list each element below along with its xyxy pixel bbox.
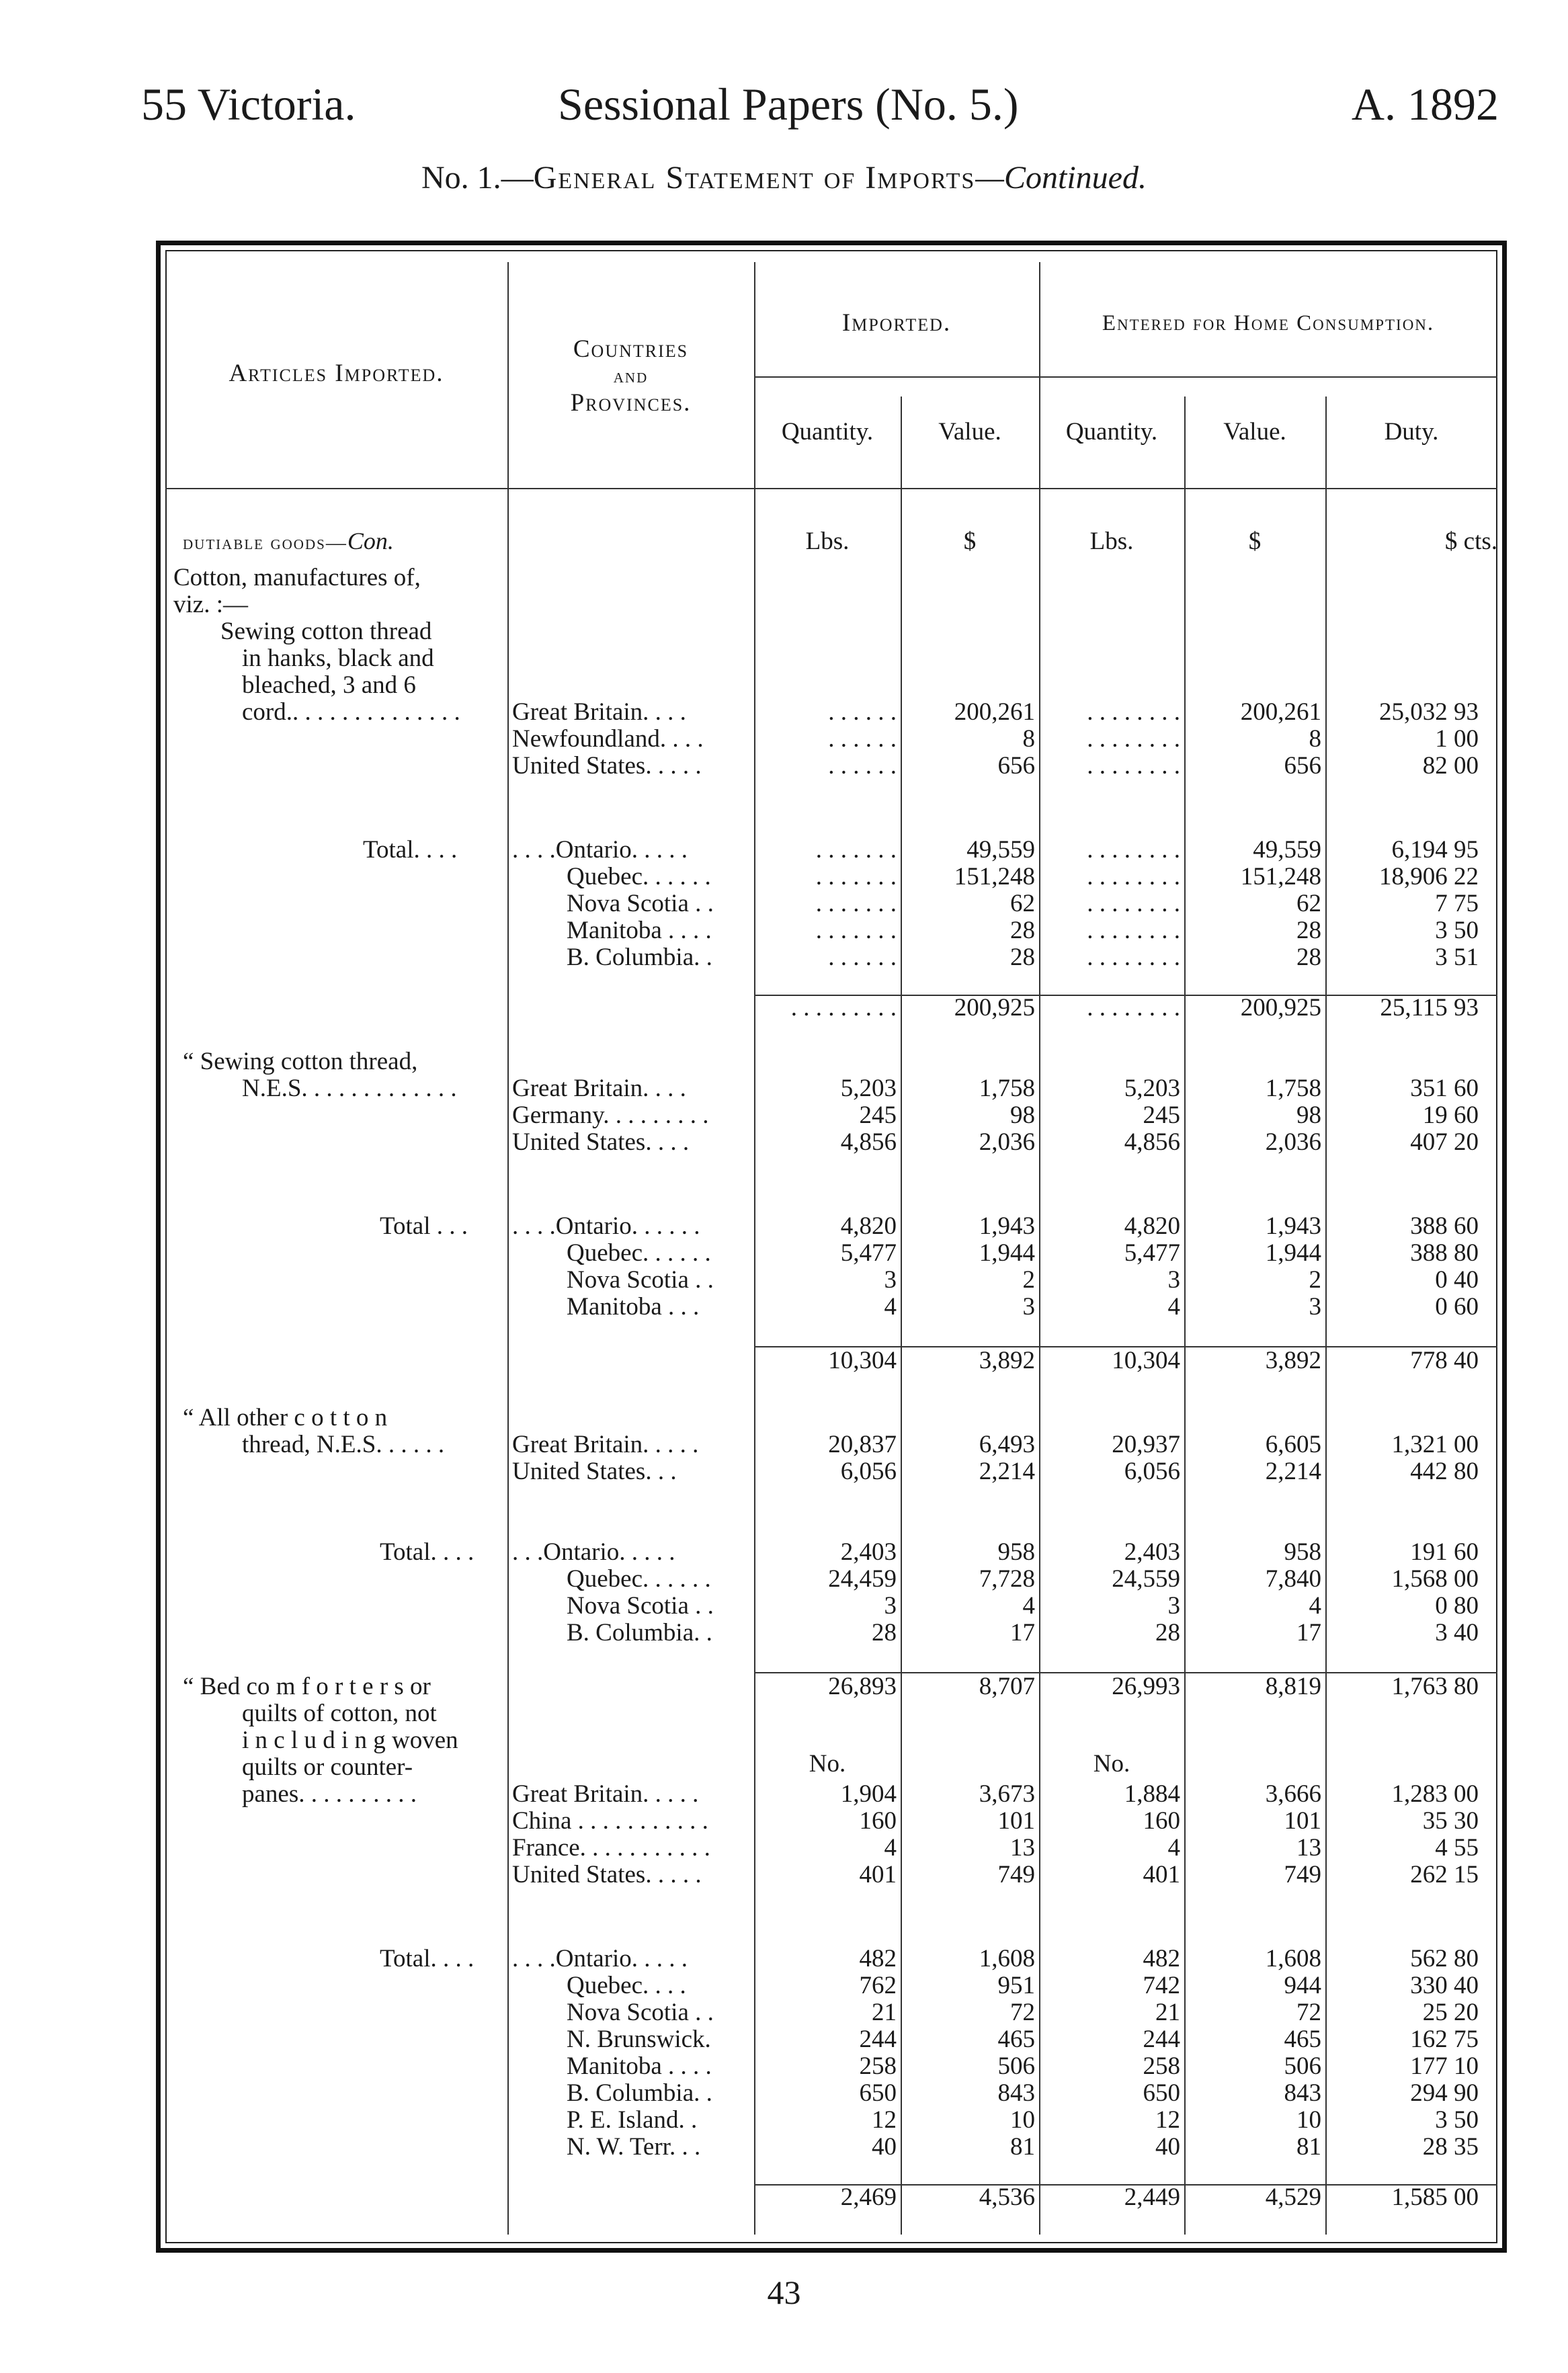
entered-quantity: 24,559 [1112, 1565, 1180, 1593]
imported-quantity: 258 [859, 2052, 897, 2080]
imported-quantity: 5,203 [840, 1075, 897, 1102]
entered-value: 4 [1309, 1592, 1321, 1620]
unit-duty: $ cts. [1444, 528, 1497, 555]
duty-amount: 442 80 [1410, 1458, 1479, 1485]
imported-value: 7,728 [979, 1565, 1035, 1593]
article-text: “ Sewing cotton thread, [183, 1048, 418, 1075]
subtotal-rule [754, 2184, 1497, 2185]
entered-value: 28 [1296, 917, 1321, 944]
entered-quantity: . . . . . . . . [1087, 698, 1180, 726]
duty-amount: 28 35 [1422, 2133, 1479, 2161]
entered-quantity: 5,203 [1124, 1075, 1180, 1102]
imported-quantity: 5,477 [840, 1239, 897, 1267]
imported-value: 951 [997, 1972, 1035, 1999]
entered-quantity: 28 [1155, 1619, 1180, 1647]
imported-quantity: . . . . . . . [815, 836, 897, 864]
article-text: Total. . . . [380, 1538, 474, 1566]
duty-amount: 1,568 00 [1391, 1565, 1479, 1593]
entered-quantity: 12 [1155, 2106, 1180, 2134]
country-name: Manitoba . . . . [567, 917, 712, 944]
imported-value: 28 [1010, 917, 1035, 944]
imported-quantity: 650 [859, 2079, 897, 2107]
entered-quantity: . . . . . . . . [1087, 890, 1180, 917]
country-name: . . . .Ontario. . . . . [512, 836, 688, 864]
imported-value: 6,493 [979, 1431, 1035, 1458]
article-text: “ Bed co m f o r t e r s or [183, 1673, 431, 1700]
imported-value: 10 [1010, 2106, 1035, 2134]
country-name: Great Britain. . . . [512, 1075, 686, 1102]
entered-value: 8 [1309, 725, 1321, 753]
imported-quantity: 244 [859, 2026, 897, 2053]
col-rule-imported [1039, 262, 1040, 2235]
entered-value: 17 [1296, 1619, 1321, 1647]
entered-value: 1,944 [1265, 1239, 1321, 1267]
col-head-imp-quantity: Quantity. [781, 418, 874, 446]
imported-value: 101 [997, 1807, 1035, 1835]
imported-value: 151,248 [954, 863, 1035, 890]
country-name: P. E. Island. . [567, 2106, 698, 2134]
duty-amount: 177 10 [1410, 2052, 1479, 2080]
article-text: Total. . . . [363, 836, 458, 864]
header-year: A. 1892 [1351, 79, 1499, 130]
country-name: Manitoba . . . . [567, 2052, 712, 2080]
duty-amount: 3 50 [1435, 2106, 1479, 2134]
article-text: “ All other c o t t o n [183, 1404, 388, 1431]
duty-amount: 778 40 [1410, 1347, 1479, 1374]
page-number: 43 [767, 2274, 801, 2311]
entered-value: 13 [1296, 1834, 1321, 1862]
entered-quantity: 40 [1155, 2133, 1180, 2161]
entered-value: 1,758 [1265, 1075, 1321, 1102]
imported-value: 749 [997, 1861, 1035, 1888]
entered-quantity: 20,937 [1112, 1431, 1180, 1458]
entered-value: 958 [1284, 1538, 1321, 1566]
imported-quantity: 4 [884, 1293, 897, 1321]
duty-amount: 1 00 [1435, 725, 1479, 753]
imported-quantity: . . . . . . [828, 752, 897, 780]
imported-quantity: 482 [859, 1945, 897, 1972]
imported-quantity: 24,459 [828, 1565, 897, 1593]
entered-quantity: 4 [1167, 1834, 1180, 1862]
unit-ent-qty: Lbs. [1089, 528, 1134, 555]
duty-amount: 82 00 [1422, 752, 1479, 780]
entered-value: 151,248 [1240, 863, 1321, 890]
imported-quantity: 20,837 [828, 1431, 897, 1458]
entered-quantity: 10,304 [1112, 1347, 1180, 1374]
entered-value: 656 [1284, 752, 1321, 780]
imported-value: 2,214 [979, 1458, 1035, 1485]
imported-quantity: 1,904 [840, 1780, 897, 1808]
entered-quantity: . . . . . . . . [1087, 725, 1180, 753]
country-name: United States. . . [512, 1458, 677, 1485]
country-name: Nova Scotia . . [567, 890, 714, 917]
article-text: quilts or counter- [242, 1753, 413, 1781]
col-head-articles: Articles Imported. [229, 360, 444, 387]
imported-value: 13 [1010, 1834, 1035, 1862]
entered-quantity: 160 [1143, 1807, 1180, 1835]
duty-amount: 162 75 [1410, 2026, 1479, 2053]
imported-quantity: 762 [859, 1972, 897, 1999]
entered-value: 3,892 [1265, 1347, 1321, 1374]
imported-quantity: 2,403 [840, 1538, 897, 1566]
country-name: Great Britain. . . . . [512, 1780, 699, 1808]
section-label: dutiable goods—Con. [183, 528, 394, 554]
duty-amount: 25,032 93 [1379, 698, 1479, 726]
duty-amount: 388 60 [1410, 1212, 1479, 1240]
country-name: . . . .Ontario. . . . . [512, 1945, 688, 1972]
imported-value: 2 [1022, 1266, 1035, 1294]
unit-imp-value: $ [963, 528, 977, 555]
entered-value: 465 [1284, 2026, 1321, 2053]
imported-quantity: 21 [872, 1999, 897, 2026]
country-name: China . . . . . . . . . . . [512, 1807, 708, 1835]
entered-quantity: No. [1093, 1750, 1130, 1778]
duty-amount: 25 20 [1422, 1999, 1479, 2026]
header-bottom-rule [165, 488, 1497, 489]
entered-value: 749 [1284, 1861, 1321, 1888]
entered-quantity: 6,056 [1124, 1458, 1180, 1485]
col-rule-ent-qty [1184, 397, 1186, 2235]
entered-value: 1,608 [1265, 1945, 1321, 1972]
entered-quantity: 482 [1143, 1945, 1180, 1972]
imported-quantity: . . . . . . [828, 698, 897, 726]
country-name: B. Columbia. . [567, 1619, 712, 1647]
imported-quantity: 2,469 [840, 2183, 897, 2211]
imported-quantity: 4,856 [840, 1128, 897, 1156]
entered-value: 506 [1284, 2052, 1321, 2080]
duty-amount: 1,585 00 [1391, 2183, 1479, 2211]
entered-value: 98 [1296, 1101, 1321, 1129]
entered-quantity: 26,993 [1112, 1673, 1180, 1700]
imported-quantity: 28 [872, 1619, 897, 1647]
imported-quantity: . . . . . . . [815, 890, 897, 917]
imported-value: 8 [1022, 725, 1035, 753]
entered-quantity: 245 [1143, 1101, 1180, 1129]
entered-value: 6,605 [1265, 1431, 1321, 1458]
entered-value: 72 [1296, 1999, 1321, 2026]
imported-quantity: 3 [884, 1266, 897, 1294]
imported-value: 465 [997, 2026, 1035, 2053]
article-text: in hanks, black and [242, 644, 434, 672]
entered-value: 101 [1284, 1807, 1321, 1835]
duty-amount: 562 80 [1410, 1945, 1479, 1972]
duty-amount: 18,906 22 [1379, 863, 1479, 890]
entered-value: 8,819 [1265, 1673, 1321, 1700]
subtotal-rule [754, 1346, 1497, 1347]
imported-quantity: 40 [872, 2133, 897, 2161]
duty-amount: 0 40 [1435, 1266, 1479, 1294]
entered-quantity: 3 [1167, 1592, 1180, 1620]
duty-amount: 1,321 00 [1391, 1431, 1479, 1458]
imported-value: 62 [1010, 890, 1035, 917]
country-name: Nova Scotia . . [567, 1999, 714, 2026]
article-text: panes. . . . . . . . . . [242, 1780, 417, 1808]
article-text: quilts of cotton, not [242, 1700, 437, 1727]
duty-amount: 262 15 [1410, 1861, 1479, 1888]
entered-quantity: 258 [1143, 2052, 1180, 2080]
duty-amount: 191 60 [1410, 1538, 1479, 1566]
article-text: Total. . . . [380, 1945, 474, 1972]
country-name: Great Britain. . . . [512, 698, 686, 726]
entered-value: 843 [1284, 2079, 1321, 2107]
duty-amount: 0 80 [1435, 1592, 1479, 1620]
imported-quantity: 6,056 [840, 1458, 897, 1485]
imported-quantity: 4 [884, 1834, 897, 1862]
entered-quantity: 5,477 [1124, 1239, 1180, 1267]
imported-value: 200,261 [954, 698, 1035, 726]
running-header [141, 74, 1499, 134]
entered-quantity: 401 [1143, 1861, 1180, 1888]
imported-value: 8,707 [979, 1673, 1035, 1700]
country-name: N. W. Terr. . . [567, 2133, 701, 2161]
entered-quantity: . . . . . . . . [1087, 752, 1180, 780]
country-name: Quebec. . . . . . [567, 863, 711, 890]
country-name: . . . .Ontario. . . . . . [512, 1212, 700, 1240]
imported-value: 958 [997, 1538, 1035, 1566]
imported-value: 81 [1010, 2133, 1035, 2161]
country-name: B. Columbia. . [567, 944, 712, 971]
col-rule-ent-value [1325, 397, 1327, 2235]
imported-quantity: 160 [859, 1807, 897, 1835]
article-text: cord.. . . . . . . . . . . . . . [242, 698, 460, 726]
subtotal-rule [754, 995, 1497, 996]
entered-value: 3,666 [1265, 1780, 1321, 1808]
imported-quantity: . . . . . . . . . [790, 994, 897, 1022]
entered-quantity: . . . . . . . . [1087, 863, 1180, 890]
imported-value: 3,892 [979, 1347, 1035, 1374]
imported-quantity: 10,304 [828, 1347, 897, 1374]
entered-value: 28 [1296, 944, 1321, 971]
article-text: Sewing cotton thread [220, 618, 432, 645]
duty-amount: 330 40 [1410, 1972, 1479, 1999]
country-name: Nova Scotia . . [567, 1592, 714, 1620]
entered-quantity: . . . . . . . . [1087, 836, 1180, 864]
duty-amount: 7 75 [1435, 890, 1479, 917]
entered-value: 62 [1296, 890, 1321, 917]
imported-quantity: . . . . . . [828, 725, 897, 753]
imported-value: 1,943 [979, 1212, 1035, 1240]
article-text: i n c l u d i n g woven [242, 1726, 458, 1754]
imported-value: 3,673 [979, 1780, 1035, 1808]
entered-quantity: . . . . . . . . [1087, 944, 1180, 971]
table-title: No. 1.—General Statement of Imports—Continued. [421, 160, 1147, 196]
imported-quantity: 4,820 [840, 1212, 897, 1240]
entered-quantity: 3 [1167, 1266, 1180, 1294]
country-name: . . .Ontario. . . . . [512, 1538, 675, 1566]
entered-quantity: . . . . . . . . [1087, 917, 1180, 944]
imported-quantity: 12 [872, 2106, 897, 2134]
imported-value: 3 [1022, 1293, 1035, 1321]
entered-quantity: 4,856 [1124, 1128, 1180, 1156]
entered-quantity: 4,820 [1124, 1212, 1180, 1240]
imported-value: 843 [997, 2079, 1035, 2107]
imported-quantity: 401 [859, 1861, 897, 1888]
entered-value: 81 [1296, 2133, 1321, 2161]
country-name: Newfoundland. . . . [512, 725, 704, 753]
entered-value: 10 [1296, 2106, 1321, 2134]
entered-value: 3 [1309, 1293, 1321, 1321]
country-name: Quebec. . . . . . [567, 1239, 711, 1267]
country-name: Quebec. . . . [567, 1972, 686, 1999]
col-rule-articles [507, 262, 509, 2235]
header-session: 55 Victoria. [141, 79, 356, 130]
duty-amount: 0 60 [1435, 1293, 1479, 1321]
imported-value: 1,608 [979, 1945, 1035, 1972]
imported-value: 2,036 [979, 1128, 1035, 1156]
subtotal-rule [754, 1672, 1497, 1673]
col-head-ent-quantity: Quantity. [1065, 418, 1158, 446]
imported-value: 28 [1010, 944, 1035, 971]
country-name: Germany. . . . . . . . . [512, 1101, 709, 1129]
duty-amount: 388 80 [1410, 1239, 1479, 1267]
entered-value: 200,925 [1240, 994, 1321, 1022]
col-head-countries: Countries and Provinces. [570, 335, 692, 417]
article-text: Total . . . [380, 1212, 468, 1240]
col-head-imp-value: Value. [938, 418, 1001, 446]
entered-value: 2,036 [1265, 1128, 1321, 1156]
entered-value: 944 [1284, 1972, 1321, 1999]
duty-amount: 351 60 [1410, 1075, 1479, 1102]
article-text: viz. :— [173, 591, 248, 618]
imported-value: 506 [997, 2052, 1035, 2080]
header-group-rule [754, 376, 1497, 378]
imported-quantity: . . . . . . [828, 944, 897, 971]
unit-ent-value: $ [1248, 528, 1262, 555]
article-text: bleached, 3 and 6 [242, 671, 416, 699]
entered-quantity: 21 [1155, 1999, 1180, 2026]
imported-value: 4,536 [979, 2183, 1035, 2211]
imported-value: 17 [1010, 1619, 1035, 1647]
duty-amount: 3 51 [1435, 944, 1479, 971]
duty-amount: 3 50 [1435, 917, 1479, 944]
article-text: N.E.S. . . . . . . . . . . . . [242, 1075, 457, 1102]
country-name: N. Brunswick. [567, 2026, 711, 2053]
country-name: United States. . . . . [512, 752, 702, 780]
imported-value: 200,925 [954, 994, 1035, 1022]
duty-amount: 6,194 95 [1391, 836, 1479, 864]
col-head-duty: Duty. [1384, 418, 1439, 446]
unit-imp-qty: Lbs. [805, 528, 850, 555]
country-name: United States. . . . . [512, 1861, 702, 1888]
imported-quantity: 3 [884, 1592, 897, 1620]
entered-quantity: 650 [1143, 2079, 1180, 2107]
duty-amount: 4 55 [1435, 1834, 1479, 1862]
entered-value: 49,559 [1253, 836, 1321, 864]
duty-amount: 407 20 [1410, 1128, 1479, 1156]
imported-quantity: 245 [859, 1101, 897, 1129]
entered-value: 2 [1309, 1266, 1321, 1294]
duty-amount: 3 40 [1435, 1619, 1479, 1647]
article-text: thread, N.E.S. . . . . . [242, 1431, 445, 1458]
entered-quantity: . . . . . . . . [1087, 994, 1180, 1022]
entered-quantity: 2,403 [1124, 1538, 1180, 1566]
duty-amount: 294 90 [1410, 2079, 1479, 2107]
country-name: Manitoba . . . [567, 1293, 700, 1321]
duty-amount: 19 60 [1422, 1101, 1479, 1129]
entered-quantity: 742 [1143, 1972, 1180, 1999]
imported-value: 1,758 [979, 1075, 1035, 1102]
article-text: Cotton, manufactures of, [173, 564, 421, 591]
entered-value: 200,261 [1240, 698, 1321, 726]
entered-value: 4,529 [1265, 2183, 1321, 2211]
entered-value: 2,214 [1265, 1458, 1321, 1485]
imported-quantity: . . . . . . . [815, 917, 897, 944]
entered-quantity: 1,884 [1124, 1780, 1180, 1808]
country-name: Quebec. . . . . . [567, 1565, 711, 1593]
imported-quantity: 26,893 [828, 1673, 897, 1700]
country-name: Great Britain. . . . . [512, 1431, 699, 1458]
entered-value: 7,840 [1265, 1565, 1321, 1593]
country-name: France. . . . . . . . . . . [512, 1834, 710, 1862]
imported-quantity: No. [809, 1750, 846, 1778]
duty-amount: 1,763 80 [1391, 1673, 1479, 1700]
imported-value: 656 [997, 752, 1035, 780]
entered-value: 1,943 [1265, 1212, 1321, 1240]
entered-quantity: 244 [1143, 2026, 1180, 2053]
col-head-imported: Imported. [841, 309, 952, 337]
duty-amount: 1,283 00 [1391, 1780, 1479, 1808]
header-title: Sessional Papers (No. 5.) [558, 79, 1019, 130]
country-name: United States. . . . [512, 1128, 690, 1156]
entered-quantity: 2,449 [1124, 2183, 1180, 2211]
col-rule-imp-qty [901, 397, 902, 2235]
imported-value: 1,944 [979, 1239, 1035, 1267]
imported-value: 72 [1010, 1999, 1035, 2026]
imported-quantity: . . . . . . . [815, 863, 897, 890]
duty-amount: 25,115 93 [1380, 994, 1479, 1022]
duty-amount: 35 30 [1422, 1807, 1479, 1835]
country-name: B. Columbia. . [567, 2079, 712, 2107]
col-head-entered: Entered for Home Consumption. [1102, 311, 1435, 335]
imported-value: 98 [1010, 1101, 1035, 1129]
col-rule-countries [754, 262, 755, 2235]
country-name: Nova Scotia . . [567, 1266, 714, 1294]
imported-value: 49,559 [966, 836, 1035, 864]
col-head-ent-value: Value. [1223, 418, 1286, 446]
imported-value: 4 [1022, 1592, 1035, 1620]
entered-quantity: 4 [1167, 1293, 1180, 1321]
